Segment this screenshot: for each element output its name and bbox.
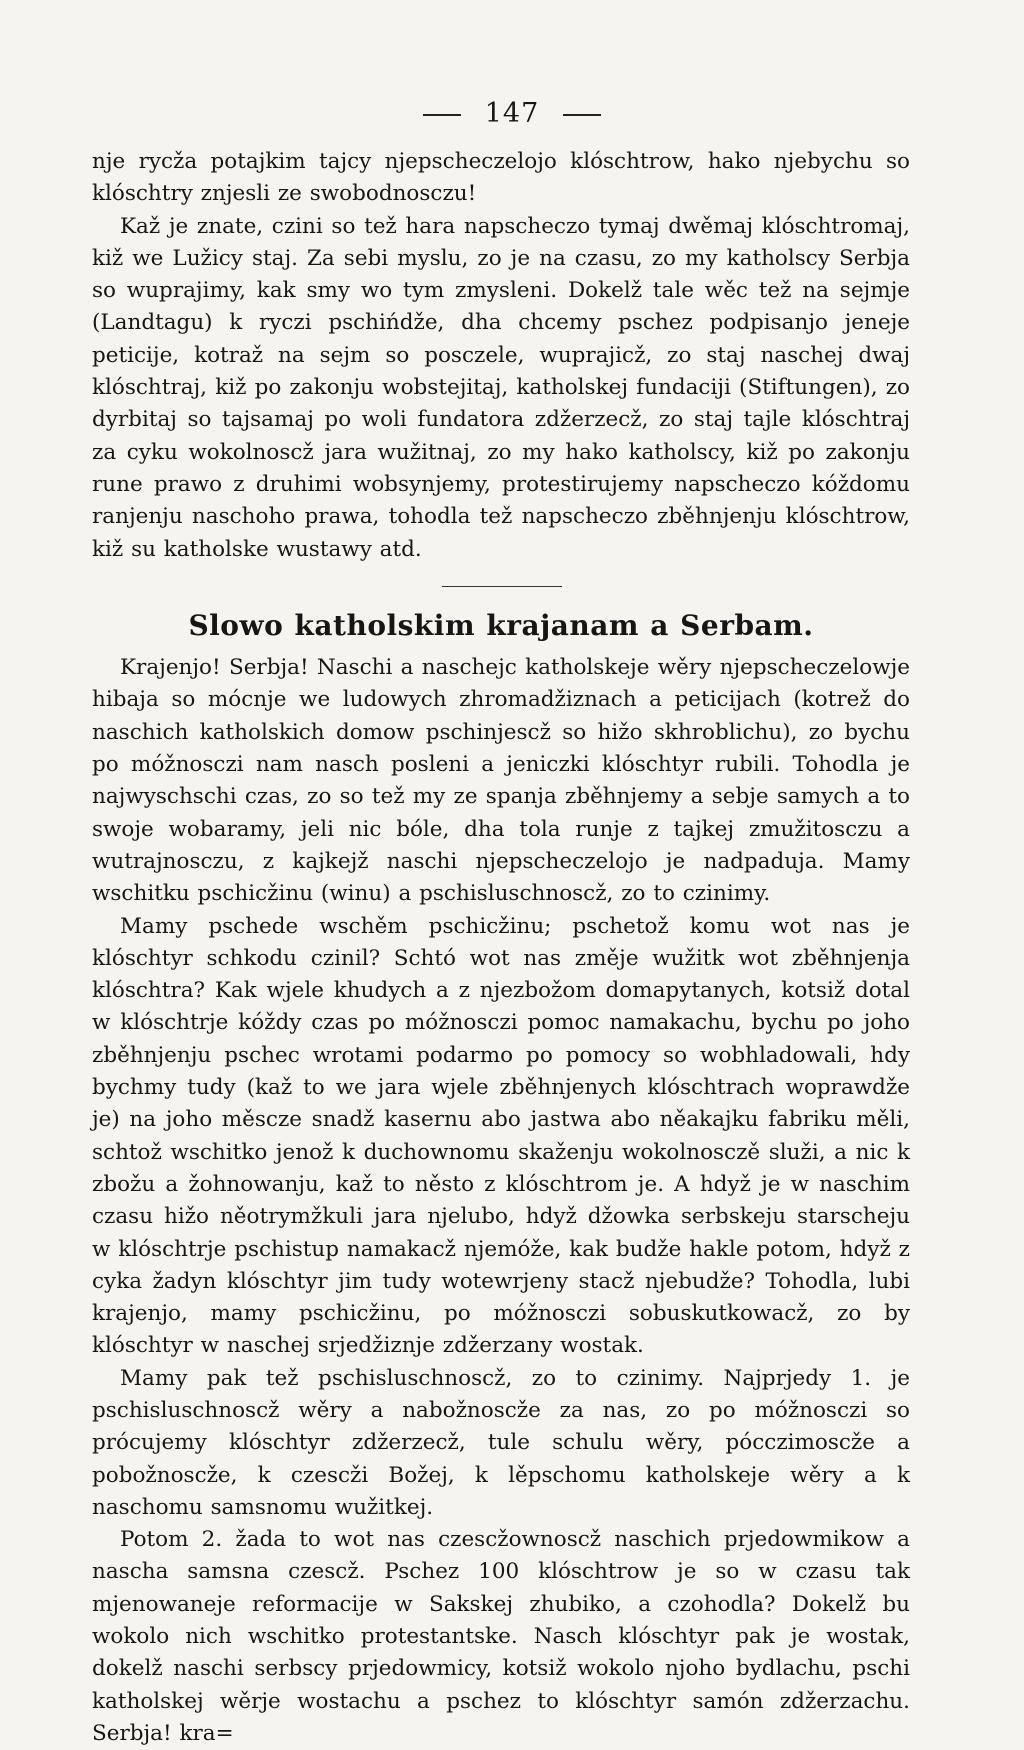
body-paragraph-3: Mamy pak tež pschisluschnoscž, zo to czinimy. Najprjedy 1. je pschisluschnoscž wěry a nabožnoscže za nas, zo po móžnosczi so prócujemy klóschtyr zdžerzecž, tule schulu wěry, pócczimoscže a pobožnoscže, k czescži Božej, k lěpschomu katholskeje wěry a k naschomu samsnomu wužitkej.	[92, 1365, 910, 1520]
body-paragraph-4: Potom 2. žada to wot nas czescžownoscž naschich prjedowmikow a nascha samsna czescž. Pschez 100 klóschtrow je so w czasu tak mjenowaneje reformacije w Sakskej zhubiko, a czohodla? Dokelž bu wokolo nich wschitko protestantske. Nasch klóschtyr pak je wostak, dokelž naschi serbscy prjedowmicy, kotsiž wokolo njoho bydlachu, pschi katholskej wěrje wostachu a pschez to klóschtyr samón zdžerzachu. Serbja! kra=	[92, 1527, 910, 1746]
header-dash-left	[423, 114, 461, 116]
section-divider	[92, 566, 910, 598]
intro-paragraph-1: nje rycža potajkim tajcy njepscheczelojo klóschtrow, hako njebychu so klóschtry znjesli ze swobodnosczu!	[92, 149, 910, 207]
section-heading: Slowo katholskim krajanam a Serbam.	[188, 608, 814, 642]
page-body	[92, 146, 910, 1750]
body-paragraph-1: Krajenjo! Serbja! Naschi a naschejc katholskeje wěry njepscheczelowje hibaja so mócnje we ludowych zhromadžiznach a peticijach (kotrež do naschich katholskich domow pschinjescž so hižo skhroblichu), zo bychu po móžnosczi nam nasch posleni a jeniczki klóschtyr rubili. Tohodla je najwyschschi czas, zo so tež my ze spanja zběhnjemy a sebje samych a to swoje wobaramy, jeli nic bóle, dha tola runje z tajkej zmužitosczu a wutrajnosczu, z kajkejž naschi njepscheczelojo je nadpaduja. Mamy wschitku pschicžinu (winu) a pschisluschnoscž, zo to czinimy.	[92, 655, 910, 907]
body-paragraph-2: Mamy pschede wschěm pschicžinu; pschetož komu wot nas je klóschtyr schkodu czinil? Schtó wot nas změje wužitk wot zběhnjenja klóschtra? Kak wjele khudych a z njezbožom domapytanych, kotsiž dotal w klóschtrje kóždy czas po móžnosczi pomoc namakachu, bychu po joho zběhnjenju pschec wrotami podarmo po pomocy so wobhladowali, hdy bychmy tudy (kaž to we jara wjele zběhnjenych klóschtrach woprawdže je) na joho měscze snadž kasernu abo jastwa abo něakajku fabriku měli, schtož wschitko jenož k duchownomu skaženju wokolnosczě služi, a nic k zbožu a žohnowanju, kaž to něsto z klóschtrom je. A hdyž je w naschim czasu hižo něotrymžkuli jara njelubo, hdyž džowka serbskeju starscheju w klóschtrje pschistup namakacž njemóže, kak budže hakle potom, hdyž z cyka žadyn klóschtyr jim tudy wotewrjeny stacž njebudže? Tohodla, lubi krajenjo, mamy pschicžinu, po móžnosczi sobuskutkowacž, zo by klóschtyr w naschej srjedžiznje zdžerzany wostak.	[92, 913, 910, 1359]
header-dash-right	[563, 114, 601, 116]
intro-paragraph-2: Kaž je znate, czini so tež hara napscheczo tymaj dwěmaj klóschtromaj, kiž we Lužicy staj. Za sebi myslu, zo je na czasu, zo my katholscy Serbja so wuprajimy, kak smy wo tym zmysleni. Dokelž tale wěc tež na sejmje (Landtagu) k ryczi pschińdže, dha chcemy pschez podpisanjo jeneje peticije, kotraž na sejm so posczele, wuprajicž, zo staj naschej dwaj klóschtraj, kiž po zakonju wobstejitaj, katholskej fundaciji (Stiftungen), zo dyrbitaj so tajsamaj po woli fundatora zdžerzecž, zo staj tajle klóschtraj za cyku wokolnoscž jara wužitnaj, zo my hako katholscy, kiž po zakonju rune prawo z druhimi wobsynjemy, protestirujemy napscheczo kóždomu ranjenju naschoho prawa, tohodla tež napscheczo zběhnjenju klóschtrow, kiž su katholske wustawy atd.	[92, 213, 910, 562]
page-header	[0, 98, 1024, 129]
page-number: 147	[484, 98, 540, 129]
